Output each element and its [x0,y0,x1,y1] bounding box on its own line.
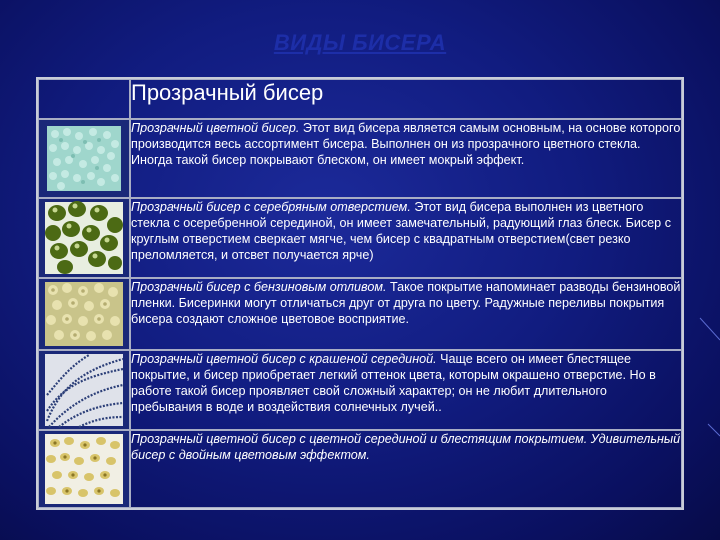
header-empty-cell [38,79,130,119]
row-description [130,430,682,508]
thumb-cell [38,278,130,350]
table-row [38,278,682,350]
yellow-iridescent-beads-photo [39,279,129,349]
row-text: Этот вид бисера является самым основным, на основе которого производится весь ассортимент бисера. Выполнен он из прозрачного цветного стекла. Иногда такой бисер покрывают блеском, он имеет мокрый эффект. [131,121,681,167]
table-row [38,198,682,278]
blue-strung-beads-photo [39,351,129,429]
row-description [130,350,682,430]
table-row [38,119,682,198]
row-lead: Прозрачный бисер с бензиновым отливом. [131,280,387,294]
row-description [130,119,682,198]
thumb-cell [38,350,130,430]
table-header-row [38,79,682,119]
table-header: Прозрачный бисер [130,79,682,119]
thumb-cell [38,119,130,198]
row-lead: Прозрачный цветной бисер с цветной серединой и блестящим покрытием. Удивительный бисер с двойным цветовым эффектом. [131,432,681,462]
row-text: Чаще всего он имеет блестящее покрытие, и бисер приобретает легкий оттенок цвета, которым окрашено отверстие. Но в работе такой бисер проявляет свой сложный характер; он не любит длительного пребывания в воде и воздействия солнечных лучей.. [131,352,656,414]
olive-silver-lined-beads-photo [39,199,129,277]
slide-title: ВИДЫ БИСЕРА [273,30,447,55]
row-text: Этот вид бисера выполнен из цветного стекла с осеребренной серединой, он имеет замечательный, радующий глаз блеск. Бисер с круглым отверстием сверкает мягче, чем бисер с квадратным отверстием(свет резко преломляется, и отсвет получается ярче) [131,200,671,262]
row-lead: Прозрачный цветной бисер с крашеной серединой. [131,352,437,366]
row-lead: Прозрачный цветной бисер. [131,121,300,135]
table-row [38,430,682,508]
row-description [130,198,682,278]
row-description [130,278,682,350]
table-row [38,350,682,430]
thumb-cell [38,198,130,278]
row-text: Такое покрытие напоминает разводы бензиновой пленки. Бисеринки могут отличаться друг от друга по цвету. Радужные переливы покрытия бисера создают сложное цветовое восприятие. [131,280,681,326]
row-lead: Прозрачный бисер с серебряным отверстием. [131,200,411,214]
green-transparent-beads-photo [39,120,129,197]
gold-lined-beads-photo [39,431,129,507]
thumb-cell [38,430,130,508]
bead-types-table [36,77,684,510]
